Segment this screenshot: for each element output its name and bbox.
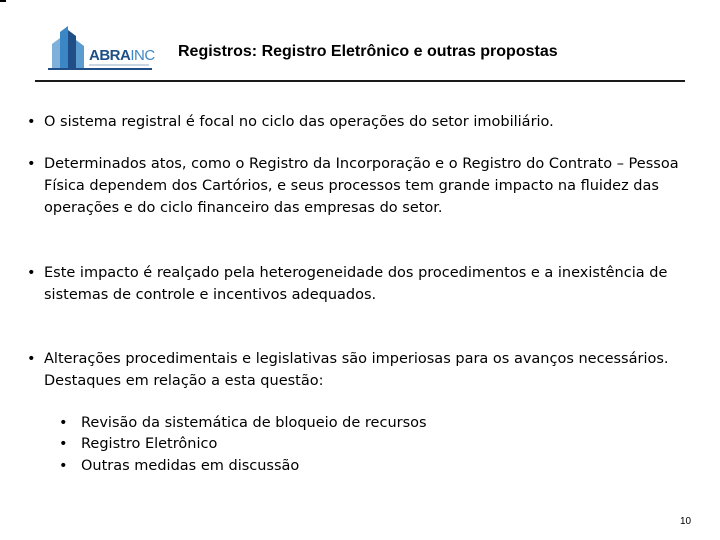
corner-mark	[0, 0, 6, 2]
bullet-3-line-1: Este impacto é realçado pela heterogeneidade dos procedimentos e a inexistência de	[44, 265, 668, 281]
bullet-dot: •	[27, 265, 36, 281]
bullet-4-line-2: Destaques em relação a esta questão:	[44, 373, 324, 389]
sub-bullet-2-text: Registro Eletrônico	[81, 436, 218, 452]
logo-wordmark: ABRAINC	[89, 47, 155, 64]
bullet-2-line-1: Determinados atos, como o Registro da Incorporação e o Registro do Contrato – Pessoa	[44, 156, 679, 172]
title-divider	[35, 80, 685, 82]
sub-bullet-1-text: Revisão da sistemática de bloqueio de recursos	[81, 415, 427, 431]
sub-bullet-dot: •	[59, 436, 68, 452]
bullet-2-line-2: Física dependem dos Cartórios, e seus processos tem grande impacto na fluidez das	[44, 178, 659, 194]
logo-tagline	[89, 64, 149, 66]
abrainc-logo	[48, 24, 156, 74]
page-title: Registros: Registro Eletrônico e outras propostas	[178, 43, 558, 60]
bullet-4-line-1: Alterações procedimentais e legislativas são imperiosas para os avanços necessários.	[44, 351, 669, 367]
bullet-dot: •	[27, 114, 36, 130]
bullet-1-line-1: O sistema registral é focal no ciclo das operações do setor imobiliário.	[44, 114, 554, 130]
sub-bullet-dot: •	[59, 458, 68, 474]
bullet-3-line-2: sistemas de controle e incentivos adequados.	[44, 287, 377, 303]
bullet-2-line-3: operações e do ciclo financeiro das empresas do setor.	[44, 200, 443, 216]
page-number: 10	[680, 516, 692, 527]
sub-bullet-3-text: Outras medidas em discussão	[81, 458, 300, 474]
bullet-dot: •	[27, 351, 36, 367]
sub-bullet-dot: •	[59, 415, 68, 431]
bullet-dot: •	[27, 156, 36, 172]
